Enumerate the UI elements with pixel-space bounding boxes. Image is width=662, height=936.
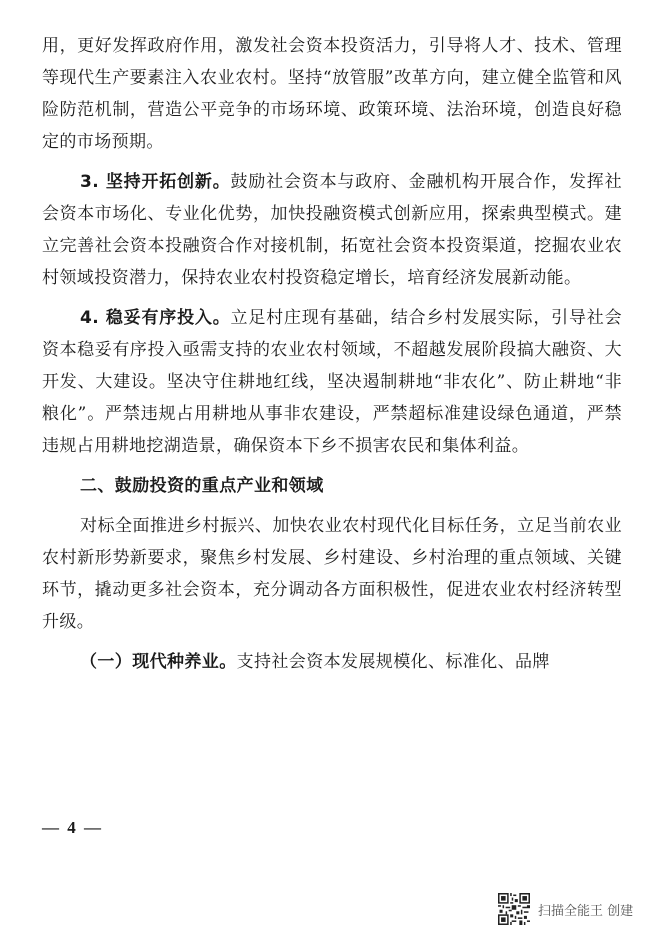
paragraph-4 [42,302,622,462]
paragraph-4-lead: 4. 稳妥有序投入。 [80,308,231,328]
subsection-paragraph [42,646,622,678]
document-body [42,30,622,686]
paragraph-1-text: 用，更好发挥政府作用，激发社会资本投资活力，引导将人才、技术、管理等现代生产要素注入农业农村。坚持“放管服”改革方向，建立健全监管和风险防范机制，营造公平竞争的市场环境、政策环境、法治环境，创造良好稳定的市场预期。 [42,36,622,152]
page-number: — 4 — [42,818,103,837]
scanner-watermark [498,892,633,926]
section-heading: 二、鼓励投资的重点产业和领域 [80,476,324,496]
scanner-label: 扫描全能王 创建 [538,903,634,919]
section-intro: 对标全面推进乡村振兴、加快农业农村现代化目标任务，立足当前农业农村新形势新要求，聚焦乡村发展、乡村建设、乡村治理的重点领域、关键环节，撬动更多社会资本，充分调动各方面积极性，促进农业农村经济转型升级。 [42,516,622,632]
paragraph-4-text: 立足村庄现有基础，结合乡村发展实际，引导社会资本稳妥有序投入亟需支持的农业农村领域，不超越发展阶段搞大融资、大开发、大建设。坚决守住耕地红线，坚决遏制耕地“非农化”、防止耕地“非粮化”。严禁违规占用耕地从事非农建设，严禁超标准建设绿色通道，严禁违规占用耕地挖湖造景，确保资本下乡不损害农民和集体利益。 [42,308,622,456]
paragraph-3-text: 鼓励社会资本与政府、金融机构开展合作，发挥社会资本市场化、专业化优势，加快投融资模式创新应用，探索典型模式。建立完善社会资本投融资合作对接机制，拓宽社会资本投资渠道，挖掘农业农村领域投资潜力，保持农业农村投资稳定增长，培育经济发展新动能。 [42,172,622,288]
qr-code-icon [498,893,530,925]
paragraph-3-lead: 3. 坚持开拓创新。 [80,172,231,192]
paragraph-3 [42,166,622,294]
subsection-lead: （一）现代种养业。 [80,652,237,672]
subsection-text: 支持社会资本发展规模化、标准化、品牌 [236,652,550,672]
paragraph-1 [42,30,622,158]
